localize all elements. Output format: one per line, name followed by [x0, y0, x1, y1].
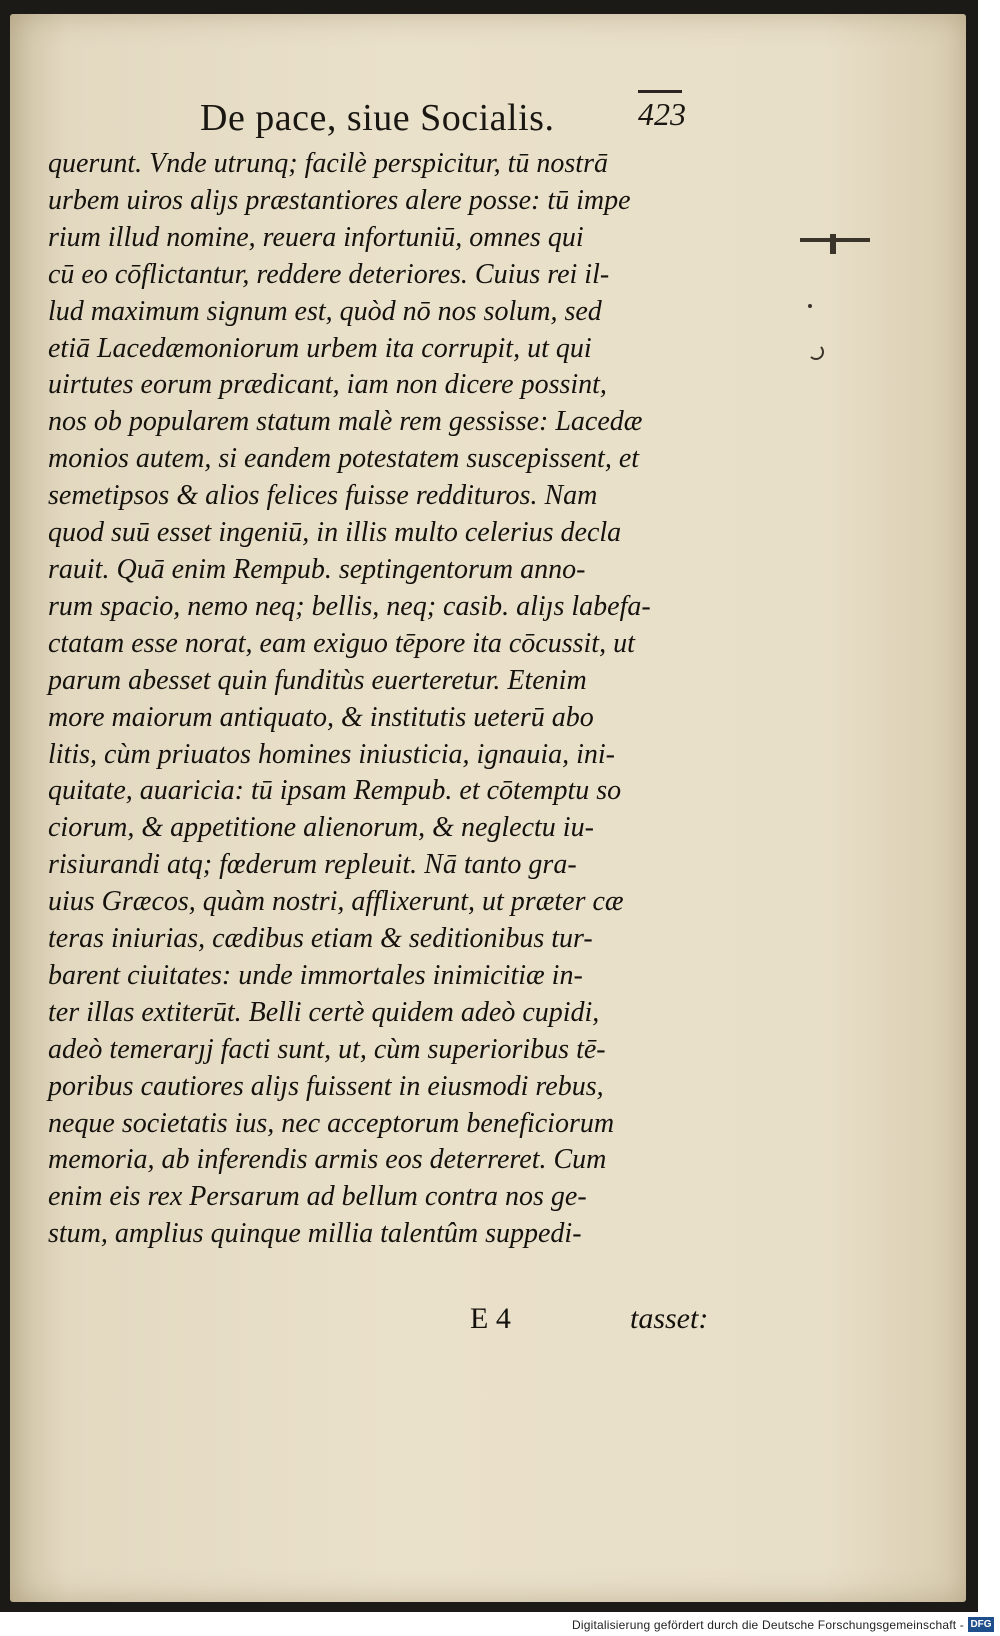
text-line: urbem uiros aliȷs præstantiores alere posse: tū impe — [48, 184, 631, 216]
text-line: barent ciuitates: unde immortales inimicitiæ in- — [48, 959, 583, 991]
text-line: risiurandi atq; fœderum repleuit. Nā tanto gra- — [48, 849, 577, 881]
text-line: litis, cùm priuatos homines iniusticia, ignauia, ini- — [48, 738, 615, 770]
text-line: uius Græcos, quàm nostri, afflixerunt, ut præter cæ — [48, 886, 624, 918]
running-head: De pace, siue Socialis. — [200, 97, 555, 139]
text-line: teras iniurias, cædibus etiam & seditionibus tur- — [48, 923, 593, 955]
margin-ink-marks — [800, 224, 880, 374]
text-line: querunt. Vnde utrunq; facilè perspicitur, tū nostrā — [48, 148, 608, 179]
catchword: tasset: — [630, 1302, 709, 1335]
body-text — [48, 146, 708, 1253]
page-foot — [470, 1302, 720, 1342]
text-line: monios autem, si eandem potestatem suscepissent, et — [48, 443, 640, 475]
text-line: enim eis rex Persarum ad bellum contra nos ge- — [48, 1181, 587, 1213]
ink-mark — [808, 344, 824, 360]
text-line: quitate, auaricia: tū ipsam Rempub. et cōtemptu so — [48, 775, 622, 807]
book-page — [10, 14, 966, 1602]
text-line: uirtutes eorum prædicant, iam non dicere possint, — [48, 369, 607, 401]
text-line: stum, amplius quinque millia talentûm suppedi- — [48, 1218, 582, 1250]
signature-mark: E 4 — [470, 1302, 511, 1335]
text-line: etiā Lacedæmoniorum urbem ita corrupit, ut qui — [48, 332, 592, 364]
digitization-footer — [0, 1616, 1000, 1636]
text-line: rauit. Quā enim Rempub. septingentorum anno- — [48, 553, 586, 585]
text-line: nos ob popularem statum malè rem gessisse: Lacedæ — [48, 406, 643, 438]
dfg-logo: DFG — [968, 1617, 994, 1632]
text-line: semetipsos & alios felices fuisse reddituros. Nam — [48, 480, 598, 512]
text-line: ctatam esse norat, eam exiguo tēpore ita cōcussit, ut — [48, 627, 635, 659]
text-line: rium illud nomine, reuera infortuniū, omnes qui — [48, 221, 584, 253]
funding-credit: Digitalisierung gefördert durch die Deutsche Forschungsgemeinschaft - — [572, 1618, 964, 1632]
text-line: parum abesset quin funditùs euerteretur. Etenim — [48, 664, 587, 696]
text-line: cū eo cōflictantur, reddere deteriores. Cuius rei il- — [48, 258, 610, 290]
text-line: ter illas extiterūt. Belli certè quidem adeò cupidi, — [48, 996, 600, 1028]
text-line: ciorum, & appetitione alienorum, & neglectu iu- — [48, 812, 594, 844]
text-line: quod suū esset ingeniū, in illis multo celerius decla — [48, 517, 622, 549]
text-line: adeò temerarȷj facti sunt, ut, cùm superioribus tē- — [48, 1033, 606, 1065]
text-line: poribus cautiores aliȷs fuissent in eiusmodi rebus, — [48, 1070, 604, 1102]
ink-dot — [808, 304, 812, 308]
ink-stroke — [830, 234, 836, 254]
text-line: more maiorum antiquato, & institutis ueterū abo — [48, 701, 594, 733]
folio-mark — [638, 90, 682, 93]
page-header — [200, 86, 700, 142]
page-number: 423 — [638, 96, 686, 132]
text-line: lud maximum signum est, quòd nō nos solum, sed — [48, 295, 602, 327]
text-line: memoria, ab inferendis armis eos deterreret. Cum — [48, 1144, 607, 1176]
text-line: neque societatis ius, nec acceptorum beneficiorum — [48, 1107, 615, 1139]
text-line: rum spacio, nemo neq; bellis, neq; casib. aliȷs labefa- — [48, 590, 651, 622]
